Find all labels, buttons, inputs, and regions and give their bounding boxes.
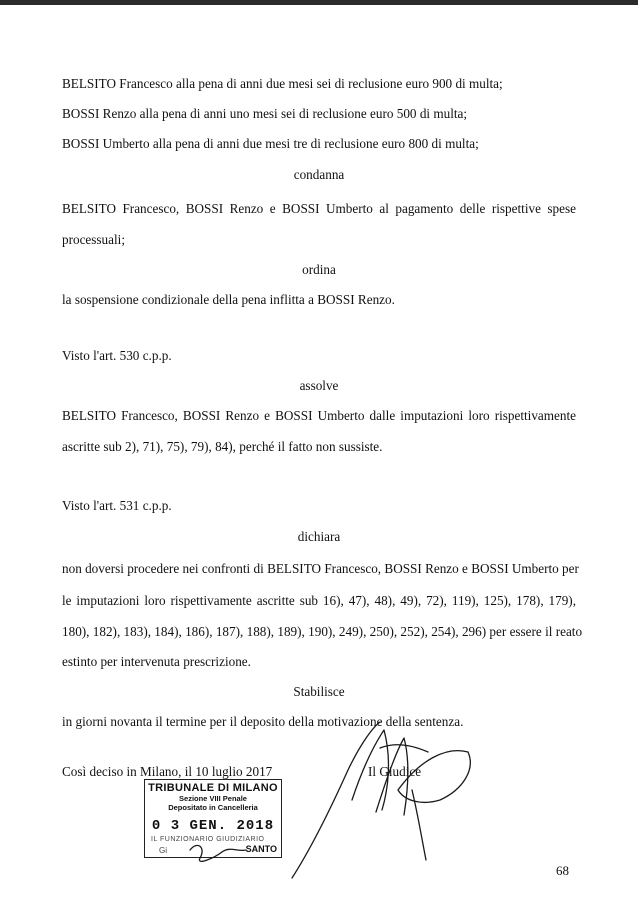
paragraph-assolve-line2: ascritte sub 2), 71), 75), 79), 84), perché il fatto non sussiste. xyxy=(62,439,383,454)
paragraph-dichiara-line2: le imputazioni loro rispettivamente ascritte sub 16), 47), 48), 49), 72), 119), 125), 178), 179), xyxy=(62,593,576,608)
paragraph-condanna-line2: processuali; xyxy=(62,232,125,247)
page-number: 68 xyxy=(556,863,569,878)
paragraph-condanna-line1: BELSITO Francesco, BOSSI Renzo e BOSSI Umberto al pagamento delle rispettive spese xyxy=(62,201,576,216)
stamp-date: 0 3 GEN. 2018 xyxy=(151,818,275,834)
paragraph-dichiara-line4: estinto per intervenuta prescrizione. xyxy=(62,654,251,669)
heading-ordina: ordina xyxy=(302,262,336,277)
paragraph-dichiara-line3: 180), 182), 183), 184), 186), 187), 188), 189), 190), 249), 250), 252), 254), 296) per essere il reato xyxy=(62,624,583,639)
stamp-deposit-label: Depositato in Cancelleria xyxy=(168,803,258,812)
visto-art-531: Visto l'art. 531 c.p.p. xyxy=(62,498,172,513)
sentence-line-bossi-umberto: BOSSI Umberto alla pena di anni due mesi tre di reclusione euro 800 di multa; xyxy=(62,136,479,151)
sentence-line-belsito: BELSITO Francesco alla pena di anni due mesi sei di reclusione euro 900 di multa; xyxy=(62,76,503,91)
heading-stabilisce: Stabilisce xyxy=(293,684,345,699)
paragraph-stabilisce: in giorni novanta il termine per il deposito della motivazione della sentenza. xyxy=(62,714,464,729)
stamp-official-name-prefix: Gi xyxy=(159,846,167,855)
heading-assolve: assolve xyxy=(299,378,339,393)
judge-signature-stroke-1 xyxy=(292,722,380,878)
stamp-court-name: TRIBUNALE DI MILANO xyxy=(148,782,278,794)
judge-signature-stroke-2 xyxy=(352,730,388,810)
paragraph-assolve-line1: BELSITO Francesco, BOSSI Renzo e BOSSI Umberto dalle imputazioni loro rispettivamente xyxy=(62,408,576,423)
judge-label: Il Giudice xyxy=(368,764,422,779)
stamp-section: Sezione VIII Penale xyxy=(179,794,247,803)
heading-dichiara: dichiara xyxy=(297,529,341,544)
judge-signature-stroke-3 xyxy=(376,738,408,815)
judge-signature-stroke-5 xyxy=(412,790,426,860)
stamp-official-name: SANTO xyxy=(245,844,277,854)
paragraph-ordina: la sospensione condizionale della pena inflitta a BOSSI Renzo. xyxy=(62,292,395,307)
closing-place-date: Così deciso in Milano, il 10 luglio 2017 xyxy=(62,764,273,779)
stamp-official-title: IL FUNZIONARIO GIUDIZIARIO xyxy=(151,836,265,843)
paragraph-dichiara-line1: non doversi procedere nei confronti di BELSITO Francesco, BOSSI Renzo e BOSSI Umberto per xyxy=(62,561,579,576)
visto-art-530: Visto l'art. 530 c.p.p. xyxy=(62,348,172,363)
sentence-line-bossi-renzo: BOSSI Renzo alla pena di anni uno mesi sei di reclusione euro 500 di multa; xyxy=(62,106,468,121)
stamp-initials-stroke xyxy=(190,845,246,861)
heading-condanna: condanna xyxy=(293,167,345,182)
judge-signature-stroke-4 xyxy=(398,751,470,803)
